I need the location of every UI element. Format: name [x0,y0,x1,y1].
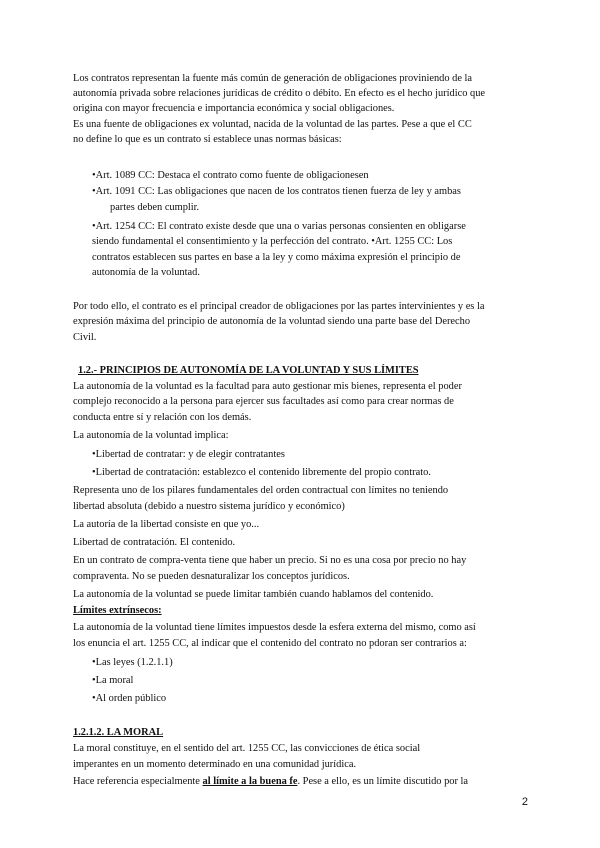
text-line: libertad absoluta (debido a nuestro sistema jurídico y económico) [73,501,345,512]
text-line: En un contrato de compra-venta tiene que haber un precio. Si no es una cosa por precio no hay [73,555,467,566]
text-line: Los contratos representan la fuente más común de generación de obligaciones proviniendo de la [73,73,473,84]
text-line: origina con mayor frecuencia e importancia económica y social obligaciones. [73,103,395,114]
text-line: los enuncia el art. 1255 CC, al indicar que el contenido del contrato no pdoran ser contrarios a: [73,638,467,649]
section-heading: 1.2.- PRINCIPIOS DE AUTONOMÍA DE LA VOLUNTAD Y SUS LÍMITES [78,365,419,376]
text-line: autonomía privada sobre relaciones jurídicas de crédito o débito. En efecto es el hecho jurídico que [73,88,486,99]
text-line: compraventa. No se pueden desnaturalizar los conceptos jurídicos. [73,571,350,582]
text-line: expresión máxima del principio de autonomía de la voluntad siendo una parte base del Derecho [73,316,471,327]
list-item: contratos establecen sus partes en base a la ley y como máxima expresión el principio de [92,252,461,263]
list-item: siendo fundamental el consentimiento y la perfección del contrato. •Art. 1255 CC: Los [92,236,453,247]
list-item: •Art. 1091 CC: Las obligaciones que nacen de los contratos tienen fuerza de ley y ambas [92,186,461,197]
text-line: La autonomía de la voluntad implica: [73,430,229,441]
text-line: Por todo ello, el contrato es el principal creador de obligaciones por las partes intervinientes y es la [73,301,485,312]
text-line: La moral constituye, en el sentido del art. 1255 CC, las convicciones de ética social [73,743,421,754]
text-line: La autonomía de la voluntad es la facultad para auto gestionar mis bienes, representa el poder [73,381,462,392]
text-line: Es una fuente de obligaciones ex voluntad, nacida de la voluntad de las partes. Pese a que el CC [73,119,472,130]
list-item: autonomía de la voluntad. [92,267,200,278]
text-line [73,774,468,789]
text-line: Representa uno de los pilares fundamentales del orden contractual con límites no teniendo [73,485,449,496]
subheading: Límites extrínsecos: [73,605,162,616]
text-line: conducta entre sí y relación con los demás. [73,412,252,423]
text-line: no define lo que es un contrato si establece unas normas básicas: [73,134,342,145]
text-line: La autoría de la libertad consiste en que yo... [73,519,260,530]
section-heading: 1.2.1.2. LA MORAL [73,727,164,738]
text-line: La autonomía de la voluntad tiene límites impuestos desde la esfera externa del mismo, como así [73,622,476,633]
list-item: •Libertad de contratar: y de elegir contratantes [92,449,285,460]
list-item: •Art. 1254 CC: El contrato existe desde que una o varias personas consienten en obligarse [92,221,466,232]
page-number: 2 [521,796,528,808]
text-line: imperantes en un momento determinado en una comunidad jurídica. [73,759,357,770]
emphasis-text: al límite a la buena fe [202,776,298,787]
list-item: •Las leyes (1.2.1.1) [92,657,173,668]
list-item: partes deben cumplir. [110,202,200,213]
list-item: •La moral [92,675,134,686]
text-line: La autonomía de la voluntad se puede limitar también cuando hablamos del contenido. [73,589,434,600]
list-item: •Art. 1089 CC: Destaca el contrato como fuente de obligacionesen [92,170,369,181]
text-segment: Hace referencia especialmente [73,776,203,787]
text-line: complejo reconocido a la persona para ejercer sus facultades así como para crear normas de [73,396,454,407]
text-line: Libertad de contratación. El contenido. [73,537,236,548]
list-item: •Al orden público [92,693,167,704]
text-line: Civil. [73,332,97,343]
list-item: •Libertad de contratación: establezco el contenido libremente del propio contrato. [92,467,431,478]
text-segment: . Pese a ello, es un límite discutido por la [297,776,469,787]
